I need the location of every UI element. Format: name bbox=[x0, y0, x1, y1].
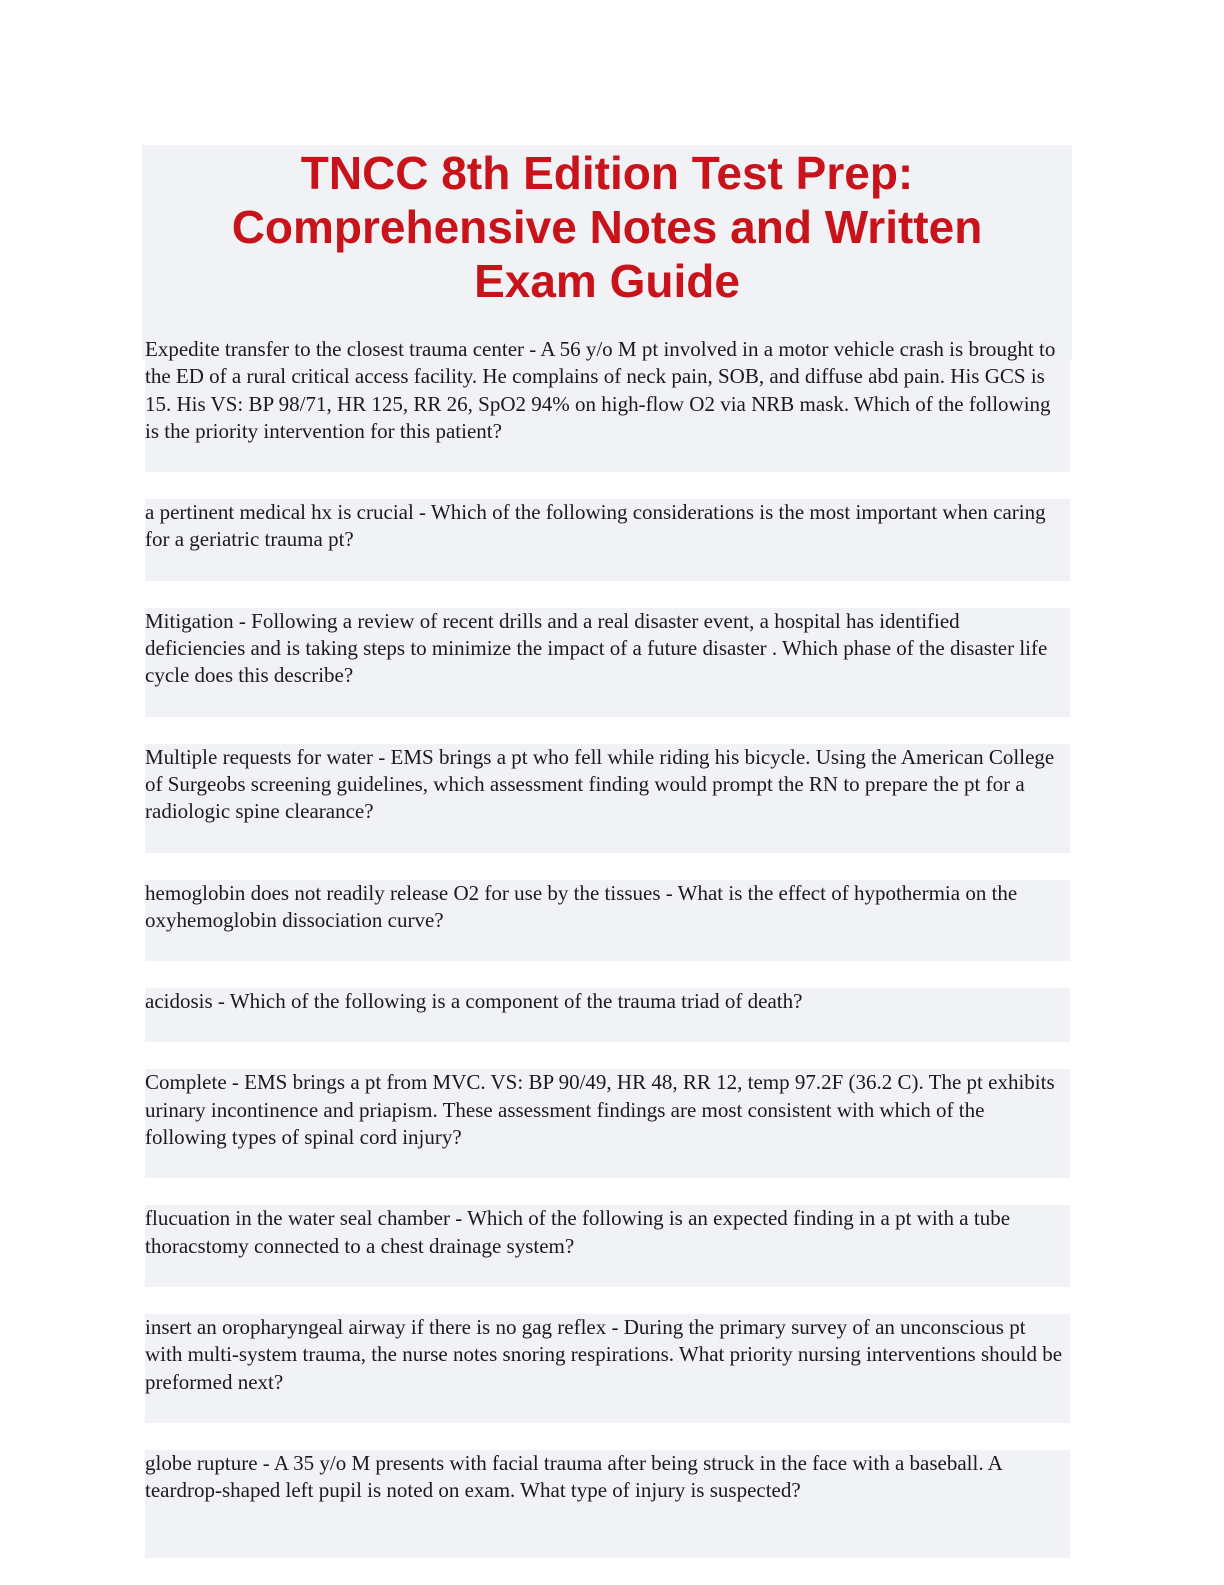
qa-entry: Complete - EMS brings a pt from MVC. VS: BP 90/49, HR 48, RR 12, temp 97.2F (36.2 C). The pt exhibits urinary incontinence and priapism. These assessment findings are most consistent with which of the following types of spinal cord injury? bbox=[145, 1069, 1070, 1178]
title-line: Exam Guide bbox=[474, 255, 740, 307]
qa-entry: a pertinent medical hx is crucial - Which of the following considerations is the most important when caring for a geriatric trauma pt? bbox=[145, 499, 1070, 581]
qa-entry: hemoglobin does not readily release O2 for use by the tissues - What is the effect of hypothermia on the oxyhemoglobin dissociation curve? bbox=[145, 880, 1070, 962]
qa-entry: acidosis - Which of the following is a component of the trauma triad of death? bbox=[145, 988, 1070, 1042]
qa-entry: flucuation in the water seal chamber - Which of the following is an expected finding in a pt with a tube thoracstomy connected to a chest drainage system? bbox=[145, 1205, 1070, 1287]
qa-entry: globe rupture - A 35 y/o M presents with facial trauma after being struck in the face with a baseball. A teardrop-shaped left pupil is noted on exam. What type of injury is suspected? bbox=[145, 1450, 1070, 1559]
title-line: Comprehensive Notes and Written bbox=[231, 201, 983, 253]
page-title bbox=[142, 146, 1072, 308]
qa-entry: Multiple requests for water - EMS brings a pt who fell while riding his bicycle. Using the American College of Surgeobs screening guidelines, which assessment finding would prompt the RN to prepare the pt for a radiologic spine clearance? bbox=[145, 744, 1070, 853]
title-line: TNCC 8th Edition Test Prep: bbox=[300, 147, 914, 199]
qa-entry: insert an oropharyngeal airway if there is no gag reflex - During the primary survey of an unconscious pt with multi-system trauma, the nurse notes snoring respirations. What priority nursing interventions should be preformed next? bbox=[145, 1314, 1070, 1423]
qa-entry: Mitigation - Following a review of recent drills and a real disaster event, a hospital has identified deficiencies and is taking steps to minimize the impact of a future disaster . Which phase of the disaster life cycle does this describe? bbox=[145, 608, 1070, 717]
qa-list bbox=[145, 336, 1070, 1585]
qa-entry: Expedite transfer to the closest trauma center - A 56 y/o M pt involved in a motor vehicle crash is brought to the ED of a rural critical access facility. He complains of neck pain, SOB, and diffuse abd pain. His GCS is 15. His VS: BP 98/71, HR 125, RR 26, SpO2 94% on high-flow O2 via NRB mask. Which of the following is the priority intervention for this patient? bbox=[145, 336, 1070, 472]
